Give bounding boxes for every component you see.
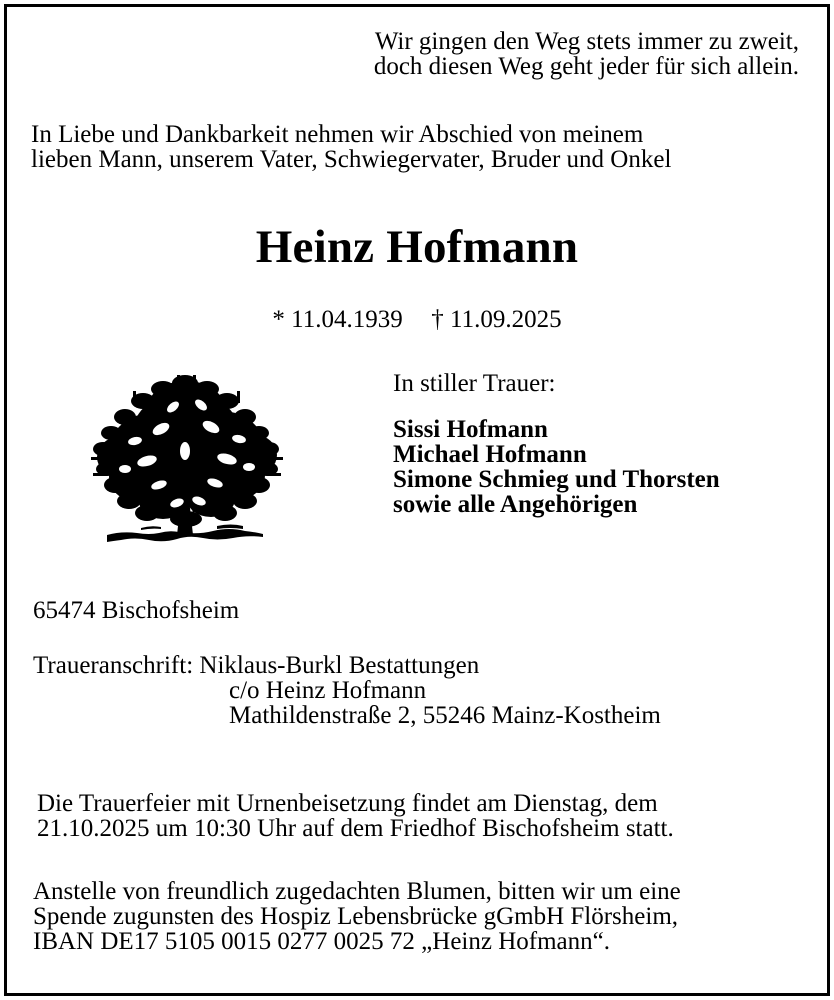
ceremony-block [37, 791, 803, 841]
intro-line-1: In Liebe und Dankbarkeit nehmen wir Abschied von meinem [31, 121, 644, 148]
intro-line-2: lieben Mann, unserem Vater, Schwiegervater, Bruder und Onkel [31, 146, 672, 173]
city-line: 65474 Bischofsheim [33, 597, 240, 624]
donation-line-2: Spende zugunsten des Hospiz Lebensbrücke gGmbH Flörsheim, [33, 903, 679, 930]
intro-block [31, 122, 803, 172]
address-line-2: c/o Heinz Hofmann [229, 677, 427, 704]
death-symbol: † [431, 306, 444, 333]
birth-date: 11.04.1939 [291, 306, 403, 333]
ceremony-line-2: 21.10.2025 um 10:30 Uhr auf dem Friedhof Bischofsheim statt. [37, 815, 674, 842]
mourning-heading: In stiller Trauer: [393, 370, 556, 397]
verse-line-2: doch diesen Weg geht jeder für sich allein. [373, 53, 799, 80]
notice-border-frame [4, 4, 830, 996]
deceased-name: Heinz Hofmann [255, 221, 579, 273]
tree-silhouette-icon [89, 373, 285, 549]
donation-block [33, 879, 803, 954]
birth-symbol: * [272, 306, 285, 333]
donation-iban-line: IBAN DE17 5105 0015 0277 0025 72 „Heinz Hofmann“. [33, 928, 610, 955]
list-item: sowie alle Angehörigen [393, 491, 638, 518]
list-item: Sissi Hofmann [393, 416, 548, 443]
verse-block [7, 29, 799, 79]
list-item: Simone Schmieg und Thorsten [393, 466, 720, 493]
mourning-block [393, 369, 813, 517]
list-item: Michael Hofmann [393, 441, 587, 468]
address-line-1 [33, 653, 661, 678]
address-line-3: Mathildenstraße 2, 55246 Mainz-Kostheim [229, 702, 661, 729]
death-date: 11.09.2025 [450, 306, 562, 333]
funeral-address-block [33, 653, 661, 728]
life-dates [7, 305, 827, 335]
address-company: Niklaus-Burkl Bestattungen [199, 652, 480, 679]
mourner-list [393, 417, 813, 517]
ceremony-line-1: Die Trauerfeier mit Urnenbeisetzung findet am Dienstag, dem [37, 790, 658, 817]
address-label: Traueranschrift: [33, 652, 194, 679]
verse-line-1: Wir gingen den Weg stets immer zu zweit, [374, 28, 799, 55]
donation-line-1: Anstelle von freundlich zugedachten Blumen, bitten wir um eine [33, 878, 681, 905]
